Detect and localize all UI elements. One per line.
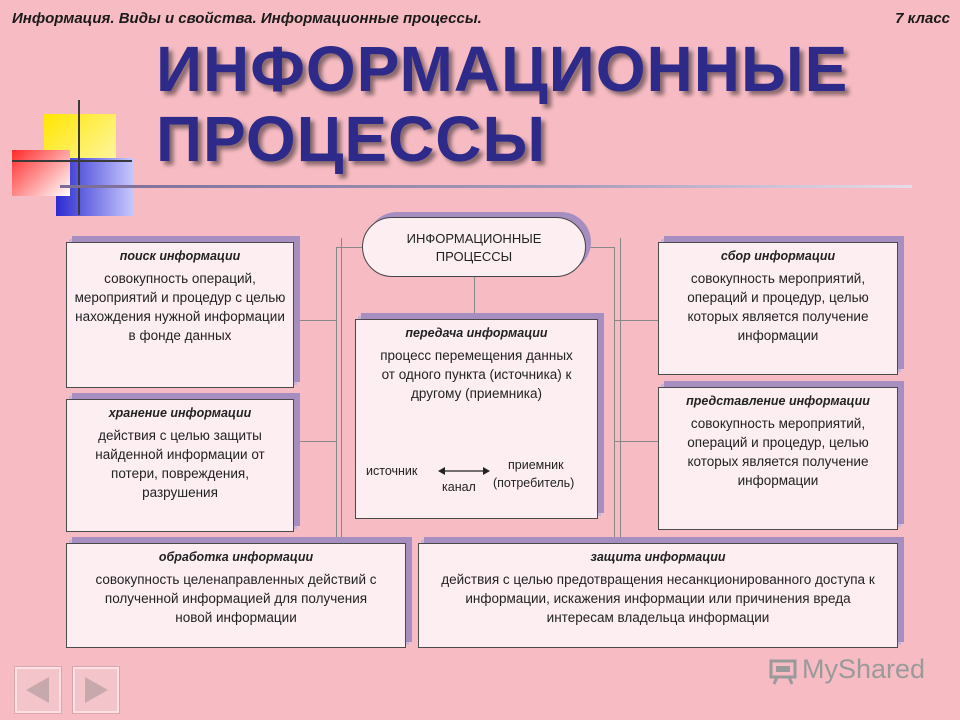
connector-right-vertical bbox=[614, 247, 615, 543]
title-divider bbox=[60, 185, 912, 188]
box-transfer-title: передача информации bbox=[405, 326, 548, 340]
next-slide-button[interactable] bbox=[72, 666, 120, 714]
box-storage-body: действия с целью защиты найденной информации от потери, повреждения, разрушения bbox=[95, 428, 265, 500]
transfer-channel-label: канал bbox=[442, 480, 476, 494]
center-node-line-1: ИНФОРМАЦИОННЫЕ bbox=[406, 231, 542, 246]
box-processing bbox=[66, 543, 406, 648]
connector-left-search bbox=[292, 320, 336, 321]
box-protection bbox=[418, 543, 898, 648]
connector-right-vertical-2 bbox=[620, 238, 621, 543]
box-processing-body: совокупность целенаправленных действий с полученной информацией для получения новой информации bbox=[95, 572, 377, 625]
title-line-2: ПРОЦЕССЫ bbox=[156, 103, 547, 175]
prev-slide-button[interactable] bbox=[14, 666, 62, 714]
box-collection-title: сбор информации bbox=[720, 249, 836, 263]
box-protection-body: действия с целью предотвращения несанкционированного доступа к информации, искажения информации или причинения вреда интересам владельца информации bbox=[441, 572, 875, 625]
box-search-title: поиск информации bbox=[119, 249, 241, 263]
page-title bbox=[156, 34, 848, 174]
box-search-body: совокупность операций, мероприятий и процедур с целью нахождения нужной информации в фонде данных bbox=[74, 271, 286, 343]
center-node bbox=[362, 217, 586, 277]
myshared-logo-icon bbox=[768, 656, 798, 686]
slide-header-title: Информация. Виды и свойства. Информационные процессы. bbox=[12, 10, 482, 27]
box-collection-body: совокупность мероприятий, операций и процедур, целью которых является получение информации bbox=[687, 271, 869, 343]
box-transfer bbox=[355, 319, 598, 519]
connector-left-vertical-2 bbox=[341, 238, 342, 549]
watermark bbox=[768, 654, 925, 686]
box-collection bbox=[658, 242, 898, 375]
box-search bbox=[66, 242, 294, 388]
box-protection-title: защита информации bbox=[590, 550, 726, 564]
center-node-line-2: ПРОЦЕССЫ bbox=[435, 249, 513, 264]
box-storage-title: хранение информации bbox=[108, 406, 252, 420]
connector-left-vertical bbox=[336, 247, 337, 549]
connector-right-presentation bbox=[614, 441, 658, 442]
box-storage bbox=[66, 399, 294, 532]
connector-center bbox=[474, 277, 475, 321]
arrow-left-icon bbox=[23, 675, 53, 705]
slide-header-grade: 7 класс bbox=[895, 10, 950, 27]
watermark-text: MyShared bbox=[802, 654, 926, 684]
connector-left-top bbox=[336, 247, 362, 248]
box-transfer-body: процесс перемещения данных от одного пункта (источника) к другому (приемника) bbox=[380, 348, 573, 401]
transfer-receiver-note: (потребитель) bbox=[493, 476, 575, 490]
channel-arrow-icon bbox=[438, 463, 490, 479]
box-presentation-body: совокупность мероприятий, операций и процедур, целью которых является получение информации bbox=[687, 416, 869, 488]
arrow-right-icon bbox=[81, 675, 111, 705]
connector-right-top bbox=[586, 247, 614, 248]
title-line-1: ИНФОРМАЦИОННЫЕ bbox=[156, 33, 849, 105]
transfer-source-label: источник bbox=[366, 464, 418, 478]
box-presentation-title: представление информации bbox=[686, 394, 870, 408]
decorative-squares bbox=[12, 100, 142, 215]
transfer-receiver-label: приемник bbox=[508, 458, 564, 472]
connector-left-storage bbox=[292, 441, 336, 442]
connector-right-collection bbox=[614, 320, 658, 321]
box-processing-title: обработка информации bbox=[158, 550, 314, 564]
box-presentation bbox=[658, 387, 898, 530]
